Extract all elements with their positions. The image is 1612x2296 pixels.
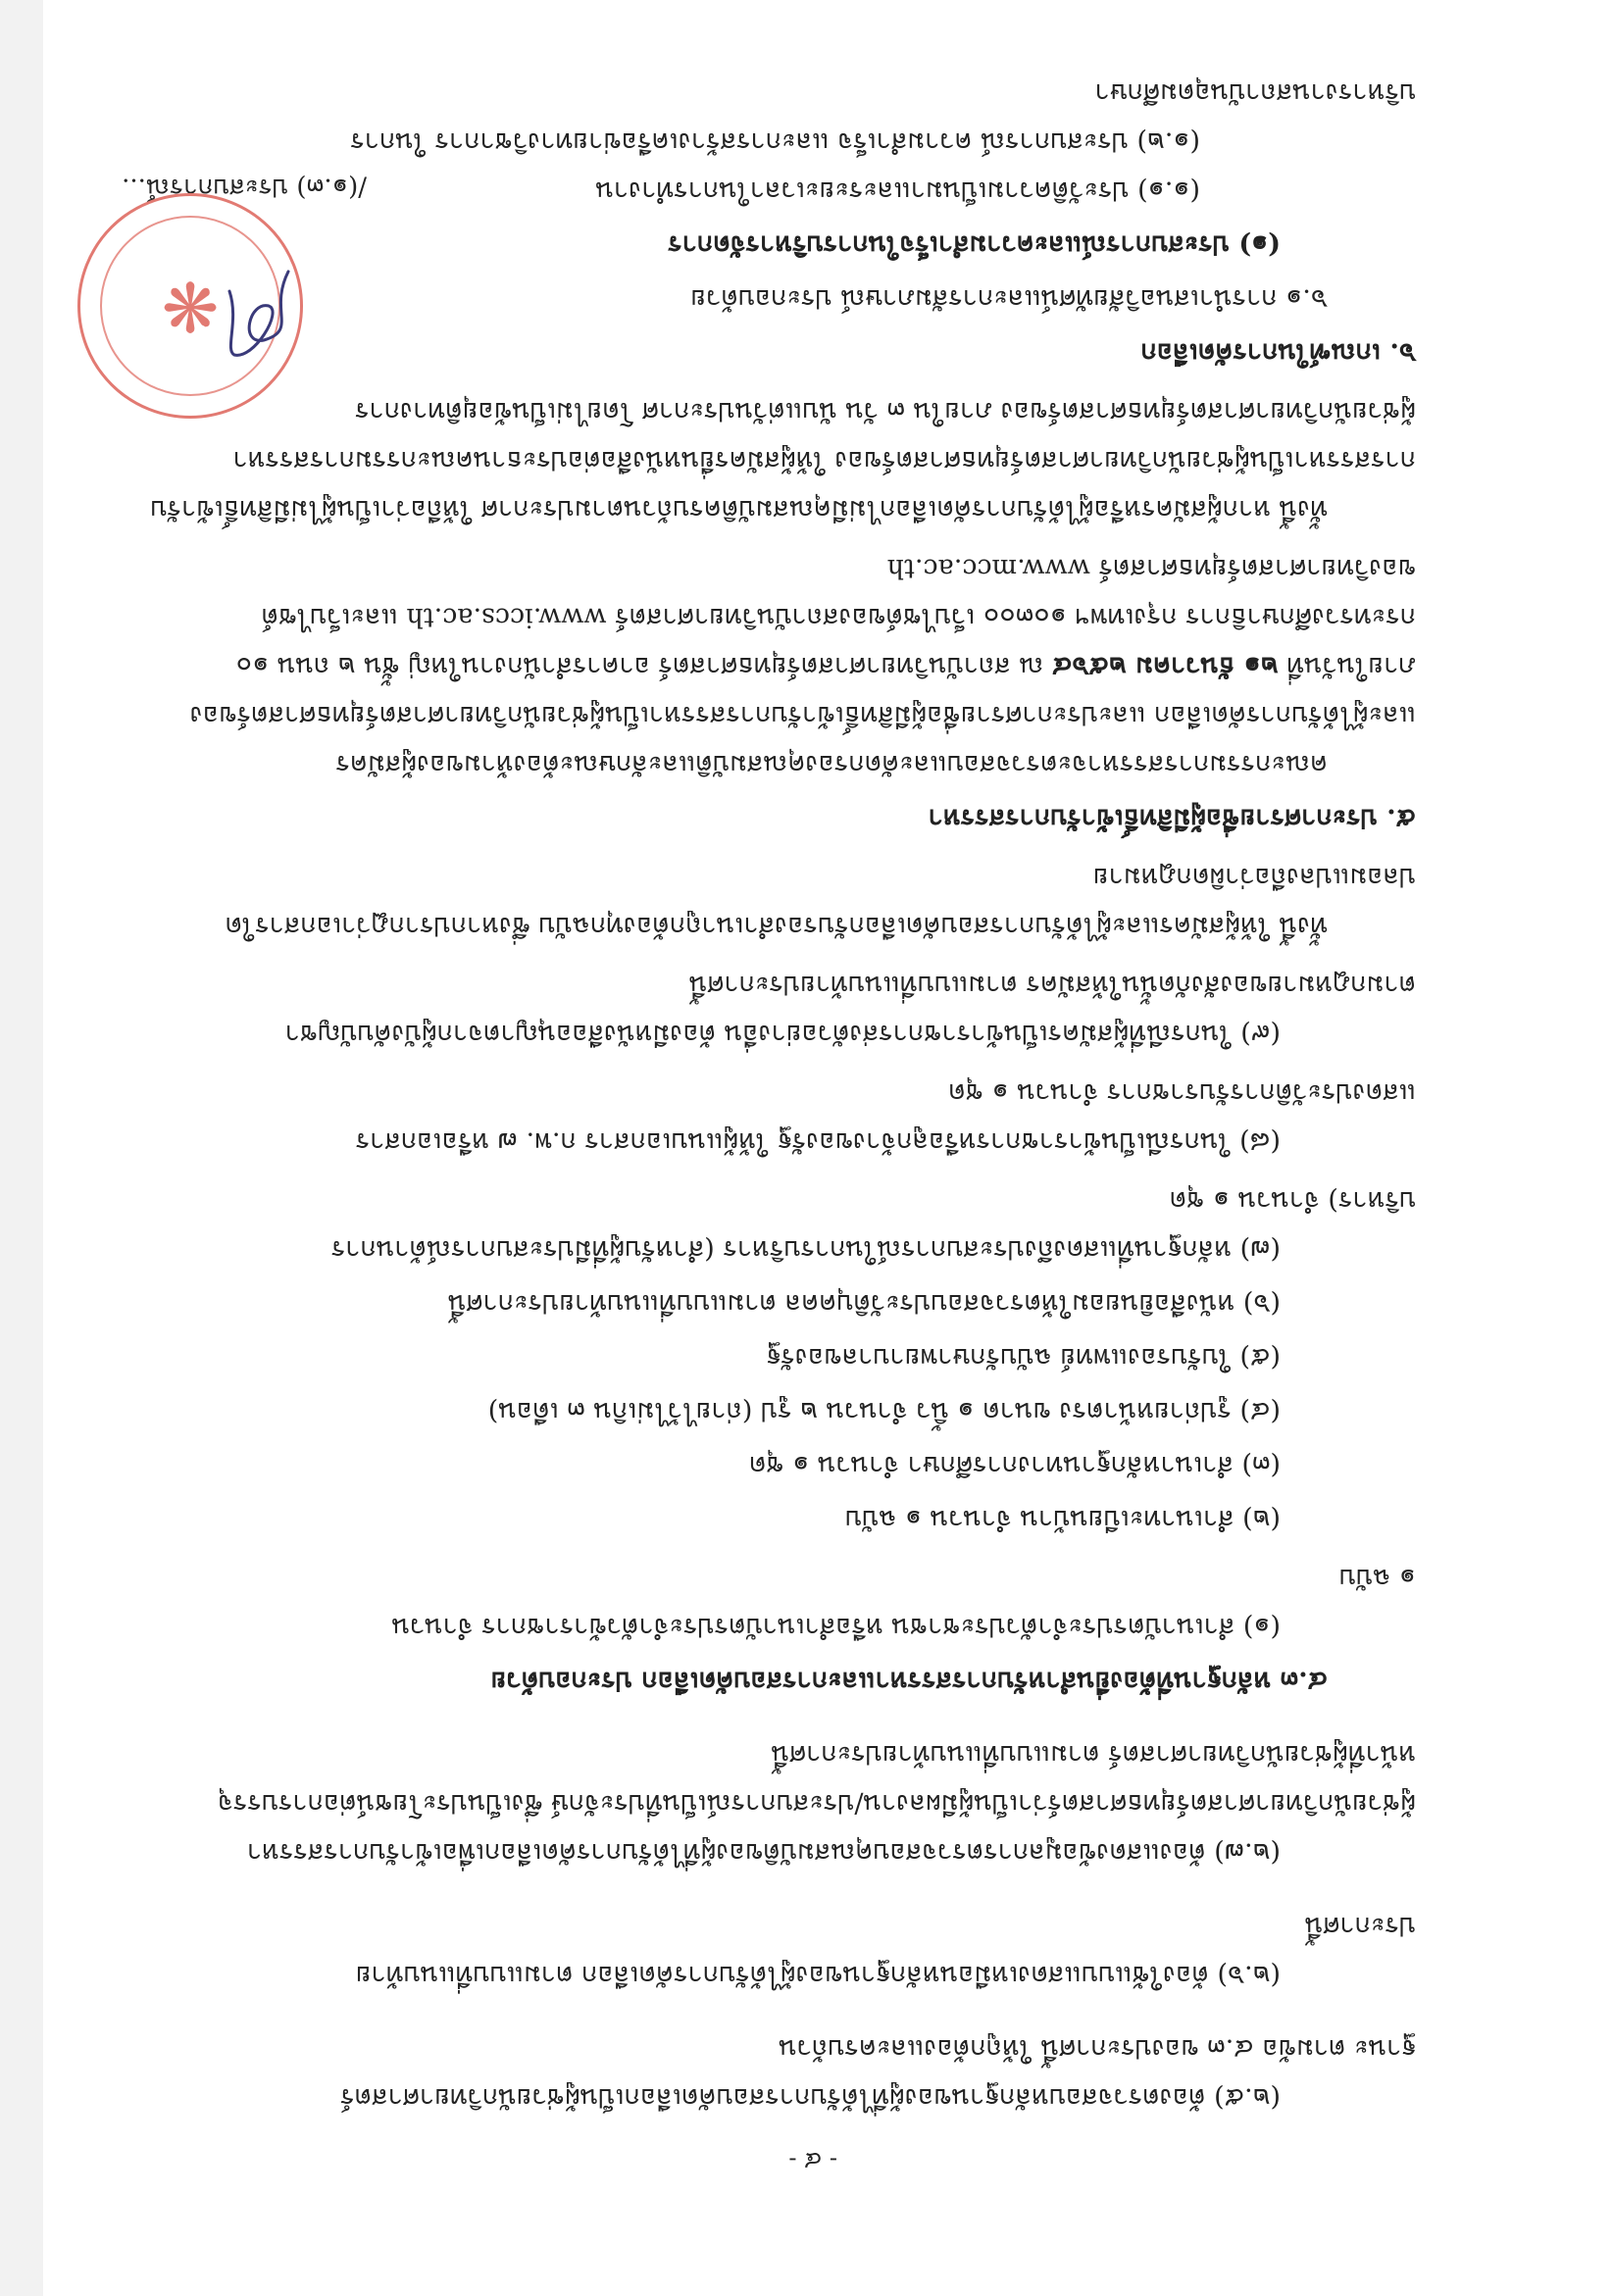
section-5-line3-start: ภายในวันที่ — [1286, 651, 1416, 681]
item-2-5-line1: (๒.๕) ต้องตรวจสอบหลักฐานของผู้ที่ได้รับการสอบคัดเลือกเป็นผู้ช่วยนักวิทยาศาสตร์ — [340, 2082, 1281, 2113]
section-5-line5: ของวิทยาศาสตร์ยุทธศาสตร์ www.mcc.ac.th — [886, 553, 1416, 583]
page-number: - ๔ - — [788, 2147, 837, 2174]
section-5-line3-rest: ณ สถาบันวิทยาศาสตร์ยุทธศาสตร์ อาคารสำนักงานใหญ่ ชั้น ๒ ถนน ๑๐ — [235, 651, 1044, 681]
item-2-7-line1: (๒.๗) ต้องแสดงข้อมูลการตรวจสอบคุณสมบัติของผู้ที่ได้รับการคัดเลือกเพื่อเข้ารับการสรรหา — [246, 1837, 1281, 1868]
garuda-emblem-icon: ❋ — [161, 266, 220, 346]
section-5-line7: การสรรหาเป็นผู้ช่วยนักวิทยาศาสตร์ยุทธศาสตร์ของ ให้ผู้สมัครยื่นหนังสือต่อประธานคณะกรรมการสรรหา — [232, 445, 1416, 475]
doc-item-1-line1: (๑) สำเนาบัตรประจำตัวประชาชน หรือสำเนาบัตรประจำตัวข้าราชการ จำนวน — [391, 1612, 1281, 1642]
section-5-line1: คณะกรรมการสรรหาจะตรวจสอบและคัดกรองคุณสมบัติและลักษณะต้องห้ามของผู้สมัคร — [335, 749, 1328, 779]
section-5-line6: ทั้งนี้ หากผู้สมัครหรือผู้ได้รับการคัดเลือกไม่มีคุณสมบัติครบถ้วนตามประกาศ ให้ถือว่าเป็นผู้ไม่มีสิทธิ์เข้ารับ — [150, 494, 1328, 524]
doc-note-line1: ทั้งนี้ ให้ผู้สมัครและผู้ได้รับการสอบคัดเลือกรับรองสำเนาถูกต้องทุกฉบับ ซึ่งหากปรากฏว่าเอกสารใด — [225, 911, 1328, 941]
doc-item-7-line1: (๗) หลักฐานที่แสดงถึงประสบการณ์ในการบริหาร (สำหรับผู้ที่มีประสบการณ์ด้านการ — [330, 1234, 1281, 1265]
item-2-7-line2: ผู้ช่วยนักวิทยาศาสตร์ยุทธศาสตร์ว่าเป็นผู้มีผลงาน/ประสบการณ์เป็นที่ประจักษ์ ซึ่งเป็นประโยชน์ต่อการบรรจุ — [217, 1788, 1416, 1819]
doc-item-1-line2: ๑ ฉบับ — [1338, 1563, 1416, 1593]
doc-item-9-line1: (๙) ในกรณีที่ผู้สมัครเป็นข้าราชการส่งตัวอย่างอื่น ต้องมีหนังสืออนุญาตจากผู้บังคับบัญชา — [284, 1019, 1281, 1049]
section-6-title: ๖. เกณฑ์ในการคัดเลือก — [1140, 337, 1416, 368]
announcement-date: ๒๑ ธันวาคม ๒๕๖๔ — [1051, 651, 1279, 681]
section-6-1-heading: (๑) ประสบการณ์และความสำเร็จในการบริหารจัดการ — [668, 229, 1281, 260]
doc-item-5: (๕) ใบรับรองแพทย์ ฉบับรักษาพยาบาลของรัฐ — [766, 1342, 1281, 1373]
item-2-6-line1: (๒.๖) ต้องใช้แบบแสดงเหมือนหลักฐานของผู้ได้รับการคัดเลือก ตามแบบที่แนบท้าย — [355, 1960, 1281, 1990]
section-4-3-title: ๔.๓ หลักฐานที่ต้องยื่นสำหรับการสรรหาและการสอบคัดเลือก ประกอบด้วย — [490, 1666, 1328, 1696]
section-5-line8: ผู้ช่วยนักวิทยาศาสตร์ยุทธศาสตร์ของ ภายใน ๓ วัน นับแต่วันประกาศ โดยไม่เป็นข้อยุติทางการ — [354, 396, 1416, 426]
continued-marker: /(๑.๓) ประสบการณ์... — [122, 173, 367, 202]
item-2-7-line3: หน้าที่ผู้ช่วยนักวิทยาศาสตร์ ตามแบบที่แนบท้ายประกาศนี้ — [771, 1739, 1416, 1770]
section-5-title: ๕. ประกาศรายชื่อผู้มีสิทธิ์เข้ารับการสรรหา — [928, 803, 1416, 833]
signature — [210, 252, 308, 379]
doc-note-line2: ปลอมแปลงถือว่าผิดกฎหมาย — [1092, 862, 1416, 892]
doc-item-8-line1: (๘) ในกรณีเป็นข้าราชการหรือลูกจ้างของรัฐ ให้ผู้แนบเอกสาร ก.พ. ๗ หรือเอกสาร — [355, 1126, 1281, 1157]
doc-item-2: (๒) สำเนาทะเบียนบ้าน จำนวน ๑ ฉบับ — [844, 1504, 1281, 1534]
section-5-line2: และผู้ได้รับการคัดเลือก และประกาศรายชื่อผู้มีสิทธิ์เข้ารับการสรรหาเป็นผู้ช่วยนักวิทยาศาสตร์ยุทธศาสตร์ของ — [189, 700, 1416, 730]
doc-item-9-line2: ตามกฎหมายของสังกัดนั้นให้สมัคร ตามแบบที่แนบท้ายประกาศนี้ — [688, 970, 1416, 1000]
scan-edge — [0, 0, 43, 2296]
section-6-1-2: (๑.๒) ประสบการณ์ ความสำเร็จ และการสร้างเครือข่ายทางวิชาการ ในการ — [350, 126, 1200, 157]
item-2-5-line2: ฐานะ ตามข้อ ๔.๓ ของประกาศนี้ ให้ถูกต้องและครบถ้วน — [779, 2033, 1416, 2064]
section-5-line4: กระทรวงศึกษาธิการ กรุงเทพฯ ๑๐๓๐๐ เว็บไซต์ของสถาบันวิทยาศาสตร์ www.iccs.ac.th และเว็บไซต์ — [261, 602, 1416, 632]
item-2-6-line2: ประกาศนี้ — [1304, 1911, 1416, 1941]
doc-item-4: (๔) รูปถ่ายหน้าตรง ขนาด ๑ นิ้ว จำนวน ๒ รูป (ถ่ายไว้ไม่เกิน ๓ เดือน) — [487, 1396, 1281, 1426]
doc-item-6: (๖) หนังสือยินยอมให้ตรวจสอบประวัติบุคคล ตามแบบที่แนบท้ายประกาศนี้ — [447, 1288, 1281, 1319]
section-6-1: ๖.๑ การนำเสนอวิสัยทัศน์และการสัมภาษณ์ ประกอบด้วย — [690, 283, 1328, 314]
section-6-1-3: บริหารงานสถาบันอุดมศึกษา — [1094, 77, 1416, 108]
doc-item-3: (๓) สำเนาหลักฐานทางการศึกษา จำนวน ๑ ชุด — [748, 1450, 1281, 1480]
doc-item-8-line2: แสดงประวัติการรับราชการ จำนวน ๑ ชุด — [948, 1077, 1416, 1108]
section-6-1-1: (๑.๑) ประวัติความเป็นมาและระยะเวลาในการทำงาน — [595, 175, 1200, 206]
doc-item-7-line2: บริหาร) จำนวน ๑ ชุด — [1169, 1185, 1416, 1216]
section-5-line3 — [236, 648, 1416, 683]
